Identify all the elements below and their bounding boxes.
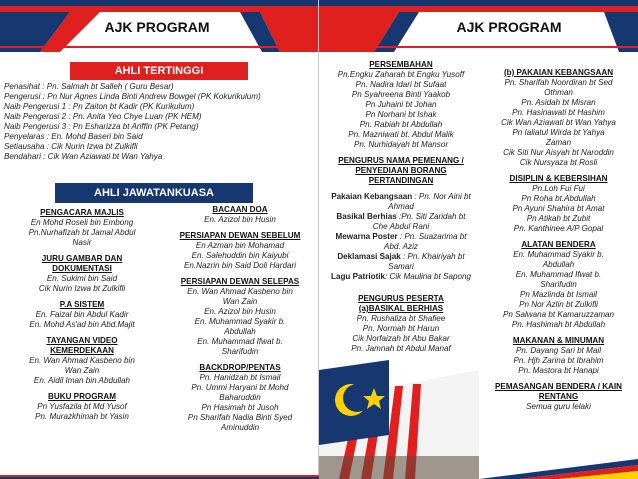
tertinggi-row: Naib Pengerusi 2 : Pn. Anita Yeo Chye Luan (PK HEM) — [4, 112, 202, 121]
member-line: Pn. Mastora bt Hanapi — [518, 366, 599, 375]
tertinggi-row: Bendahari : Cik Wan Aziawati bt Wan Yahya — [4, 152, 163, 161]
member-line: En. Sukimi bin Said — [46, 274, 118, 283]
ahli-jawatankuasa-title: AHLI JAWATANKUASA — [55, 183, 253, 203]
member-line: En. Muhammad Syakir b. — [194, 317, 286, 326]
section-heading: PENGACARA MAJLIS — [40, 208, 124, 217]
section-heading: DISIPLIN & KEBERSIHAN — [509, 174, 608, 183]
member-line: Pn Syahreena Binti Yaakob — [351, 90, 451, 99]
member-line: Pn. Ummi Haryani bt Mohd — [191, 383, 289, 392]
member-line: En. Wan Ahmad Kasbeno bin — [187, 287, 293, 296]
section-heading: BUKU PROGRAM — [48, 392, 116, 401]
member-line: Pn Mazlinda bt Ismail — [520, 290, 597, 299]
member-line: Wan Zain — [64, 366, 100, 375]
tertinggi-row: Naib Pengerusi 3 : Pn Esharizza bt Ariffin (PK Petang) — [4, 122, 199, 131]
section-heading: TAYANGAN VIDEO KEMERDEKAAN — [46, 336, 118, 355]
member-line: Pn. Mazniwati bt. Abdul Malik — [348, 130, 454, 139]
member-line: Pn Hasimah bt Jusoh — [201, 403, 279, 412]
member-line: Pn Yusfazila bt Md Yusof — [37, 402, 127, 411]
member-line: Pn. Asidah bt Misran — [521, 98, 596, 107]
pengurus-row: Lagu Patriotik: Cik Maulina bt Sapong — [331, 272, 471, 281]
member-line: Pn. Hanidzah bt Ismail — [199, 373, 281, 382]
member-line: Abdullah — [224, 327, 256, 336]
persembahan-section — [323, 60, 479, 354]
member-line: En. Salehuddin bin Kaiyubi — [191, 251, 289, 260]
member-line: En.Nazrin bin Said Doli Hardari — [183, 261, 296, 270]
right-header-banner — [319, 0, 638, 52]
section-heading: BACAAN DOA — [212, 205, 268, 214]
member-line: Pn. Hjh Zarina bt Ibrahim — [513, 356, 604, 365]
member-line: Pn. Rushaliza bt Shafiee — [356, 314, 446, 323]
member-line: Aminuddin — [220, 423, 260, 432]
member-line: Sharifudin — [221, 347, 259, 356]
member-line: En. Azizol bin Husin — [204, 215, 276, 224]
member-line: Pn. Nadira Idari bt Sufaat — [355, 80, 447, 89]
member-line: En. Faizal bin Abdul Kadir — [35, 310, 129, 319]
section-heading: (b) PAKAIAN KEBANGSAAN — [503, 68, 614, 77]
tertinggi-row: Naib Pengerusi 1 : Pn Zaiton bt Kadir (PK Kurikulum) — [4, 102, 195, 111]
section-heading: PERSIAPAN DEWAN SELEPAS — [180, 277, 300, 286]
section-heading: PERSIAPAN DEWAN SEBELUM — [179, 231, 301, 240]
member-line: Pn. Dayang Sari bt Mail — [515, 346, 602, 355]
member-line: En. Wan Ahmad Kasbeno bin — [29, 356, 135, 365]
member-line: Pn. Kanthinee A/P Gopal — [513, 224, 604, 233]
member-line: Cik Siti Nur Aisyah bt Naroddin — [503, 148, 614, 157]
jawatankuasa-column-2 — [164, 205, 316, 433]
tertinggi-row: Pengerusi : Pn Nur Agnes Linda Binti Andrew Bowgel (PK Kokurikulum) — [4, 92, 261, 101]
right-column — [481, 68, 636, 412]
member-line: Pn. Hashimah bt Abdullah — [511, 320, 606, 329]
member-line: Pn Ayuni Shahira bt Amat — [512, 204, 605, 213]
member-line: Othman — [544, 88, 573, 97]
member-line: Pn. Nurhidayah bt Mansor — [353, 140, 449, 149]
member-line: En Azman bin Mohamad — [195, 241, 285, 250]
member-line: En. Muhammad Ifwat b. — [197, 337, 283, 346]
member-line: Zaman — [545, 138, 572, 147]
left-bottom-stripes-graphic — [0, 469, 319, 479]
member-line: En. Muhammad Ifwat b. — [515, 270, 602, 279]
member-line: Abdullah — [542, 260, 575, 269]
member-line: Baharuddin — [219, 393, 261, 402]
member-line: En. Aidil Iman bin Abdullah — [33, 376, 131, 385]
member-line: Wan Zain — [222, 297, 258, 306]
member-line: Pn Atikah bt Zubit — [526, 214, 591, 223]
member-line: Pn Nor Azlin bt Zulkifli — [519, 300, 598, 309]
section-subheading: (a)BASIKAL BERHIAS — [358, 304, 444, 313]
pengurus-row: Mewarna Poster : Pn. Suazarima bt Abd. Aziz — [335, 232, 467, 251]
left-header-banner — [0, 0, 319, 52]
section-heading: PENGURUS PESERTA — [358, 294, 444, 303]
member-line: En. Azizol bin Husin — [204, 307, 276, 316]
tertinggi-row: Penyelaras : En. Mohd Baseri bin Said — [4, 132, 143, 141]
section-heading: P.A SISTEM — [59, 300, 105, 309]
section-heading: JURU GAMBAR DAN DOKUMENTASI — [41, 254, 123, 273]
ahli-tertinggi-list — [4, 82, 314, 162]
member-line: Pn Juhaini bt Johan — [365, 100, 437, 109]
member-line: Pn. Jamnah bt Abdul Manaf — [351, 344, 451, 353]
jawatankuasa-column-1 — [2, 208, 162, 422]
member-line: En. Mohd As'ad bin Abd.Majit — [29, 320, 135, 329]
member-line: Pn Salwana bt Kamaruzzaman — [502, 310, 615, 319]
member-line: Pn. Hasinawati bt Hashim — [512, 108, 605, 117]
member-line: Pn.Nurhafizah bt Jamal Abdul — [28, 228, 136, 237]
member-line: Cik Wan Aziawati bt Wan Yahya — [501, 118, 616, 127]
member-line: Cik Norfaizah bt Abu Bakar — [352, 334, 450, 343]
ahli-tertinggi-title: AHLI TERTINGGI — [70, 62, 248, 80]
pengurus-row: Deklamasi Sajak : Pn. Khairiyah bt Samari — [337, 252, 465, 271]
tertinggi-row: Setiausaha : Cik Nurin Izwa bt Zulkifli — [4, 142, 138, 151]
member-line: Cik Nurin Izwa bt Zulkifli — [38, 284, 126, 293]
right-page — [319, 0, 638, 479]
member-line: Semua guru lelaki — [526, 402, 591, 411]
pengurus-nama-rows — [323, 192, 479, 282]
member-line: Pn Roha bt.Abdullah — [521, 194, 596, 203]
bottom-stripes-graphic — [319, 453, 638, 479]
member-line: Pn. Murazkhimah bt Yasin — [35, 412, 129, 421]
member-line: Cik Nursyaza bt Rosli — [519, 158, 598, 167]
member-line: Pn. Rabiah bt Abdullah — [359, 120, 443, 129]
member-line: Pn Norhani bt Ishak — [365, 110, 437, 119]
member-line: Pn.Loh Fui Fui — [532, 184, 585, 193]
member-line: Pn. Sharifah Noordiran bt Sed — [504, 78, 613, 87]
section-heading: PEMASANGAN BENDERA / KAIN RENTANG — [495, 382, 622, 401]
section-heading: PERSEMBAHAN — [369, 60, 433, 69]
pengurus-row: Pakaian Kebangsaan : Pn. Nor Aini bt Ahmad — [331, 192, 471, 211]
member-line: Nasir — [72, 238, 92, 247]
member-line: Sharifudin — [540, 280, 577, 289]
pengurus-row: Basikal Berhias :Pn. Siti Zaridah bt Che Abdul Rani — [336, 212, 466, 231]
member-line: Pn. Normah bt Harun — [362, 324, 440, 333]
section-heading: BACKDROP/PENTAS — [199, 363, 281, 372]
section-heading: ALATAN BENDERA — [521, 240, 596, 249]
member-line: Pn.Engku Zaharah bt Engku Yusoff — [337, 70, 465, 79]
member-line: Pn Ialiatul Wirda bt Yahya — [512, 128, 605, 137]
member-line: En. Muhammad Syakir b. — [513, 250, 604, 259]
left-header-title: AJK PROGRAM — [104, 19, 210, 35]
section-heading: PENGURUS NAMA PEMENANG / PENYEDIAAN BORANG PERTANDINGAN — [338, 156, 464, 185]
member-line: En Mohd Roseli bin Embong — [30, 218, 134, 227]
member-line: Pn Sharifah Nadia Binti Syed — [187, 413, 293, 422]
section-heading: MAKANAN & MINUMAN — [512, 336, 605, 345]
right-header-title: AJK PROGRAM — [456, 19, 562, 35]
tertinggi-row: Penasihat : Pn. Salmah bt Salleh ( Guru Besar) — [4, 82, 174, 91]
